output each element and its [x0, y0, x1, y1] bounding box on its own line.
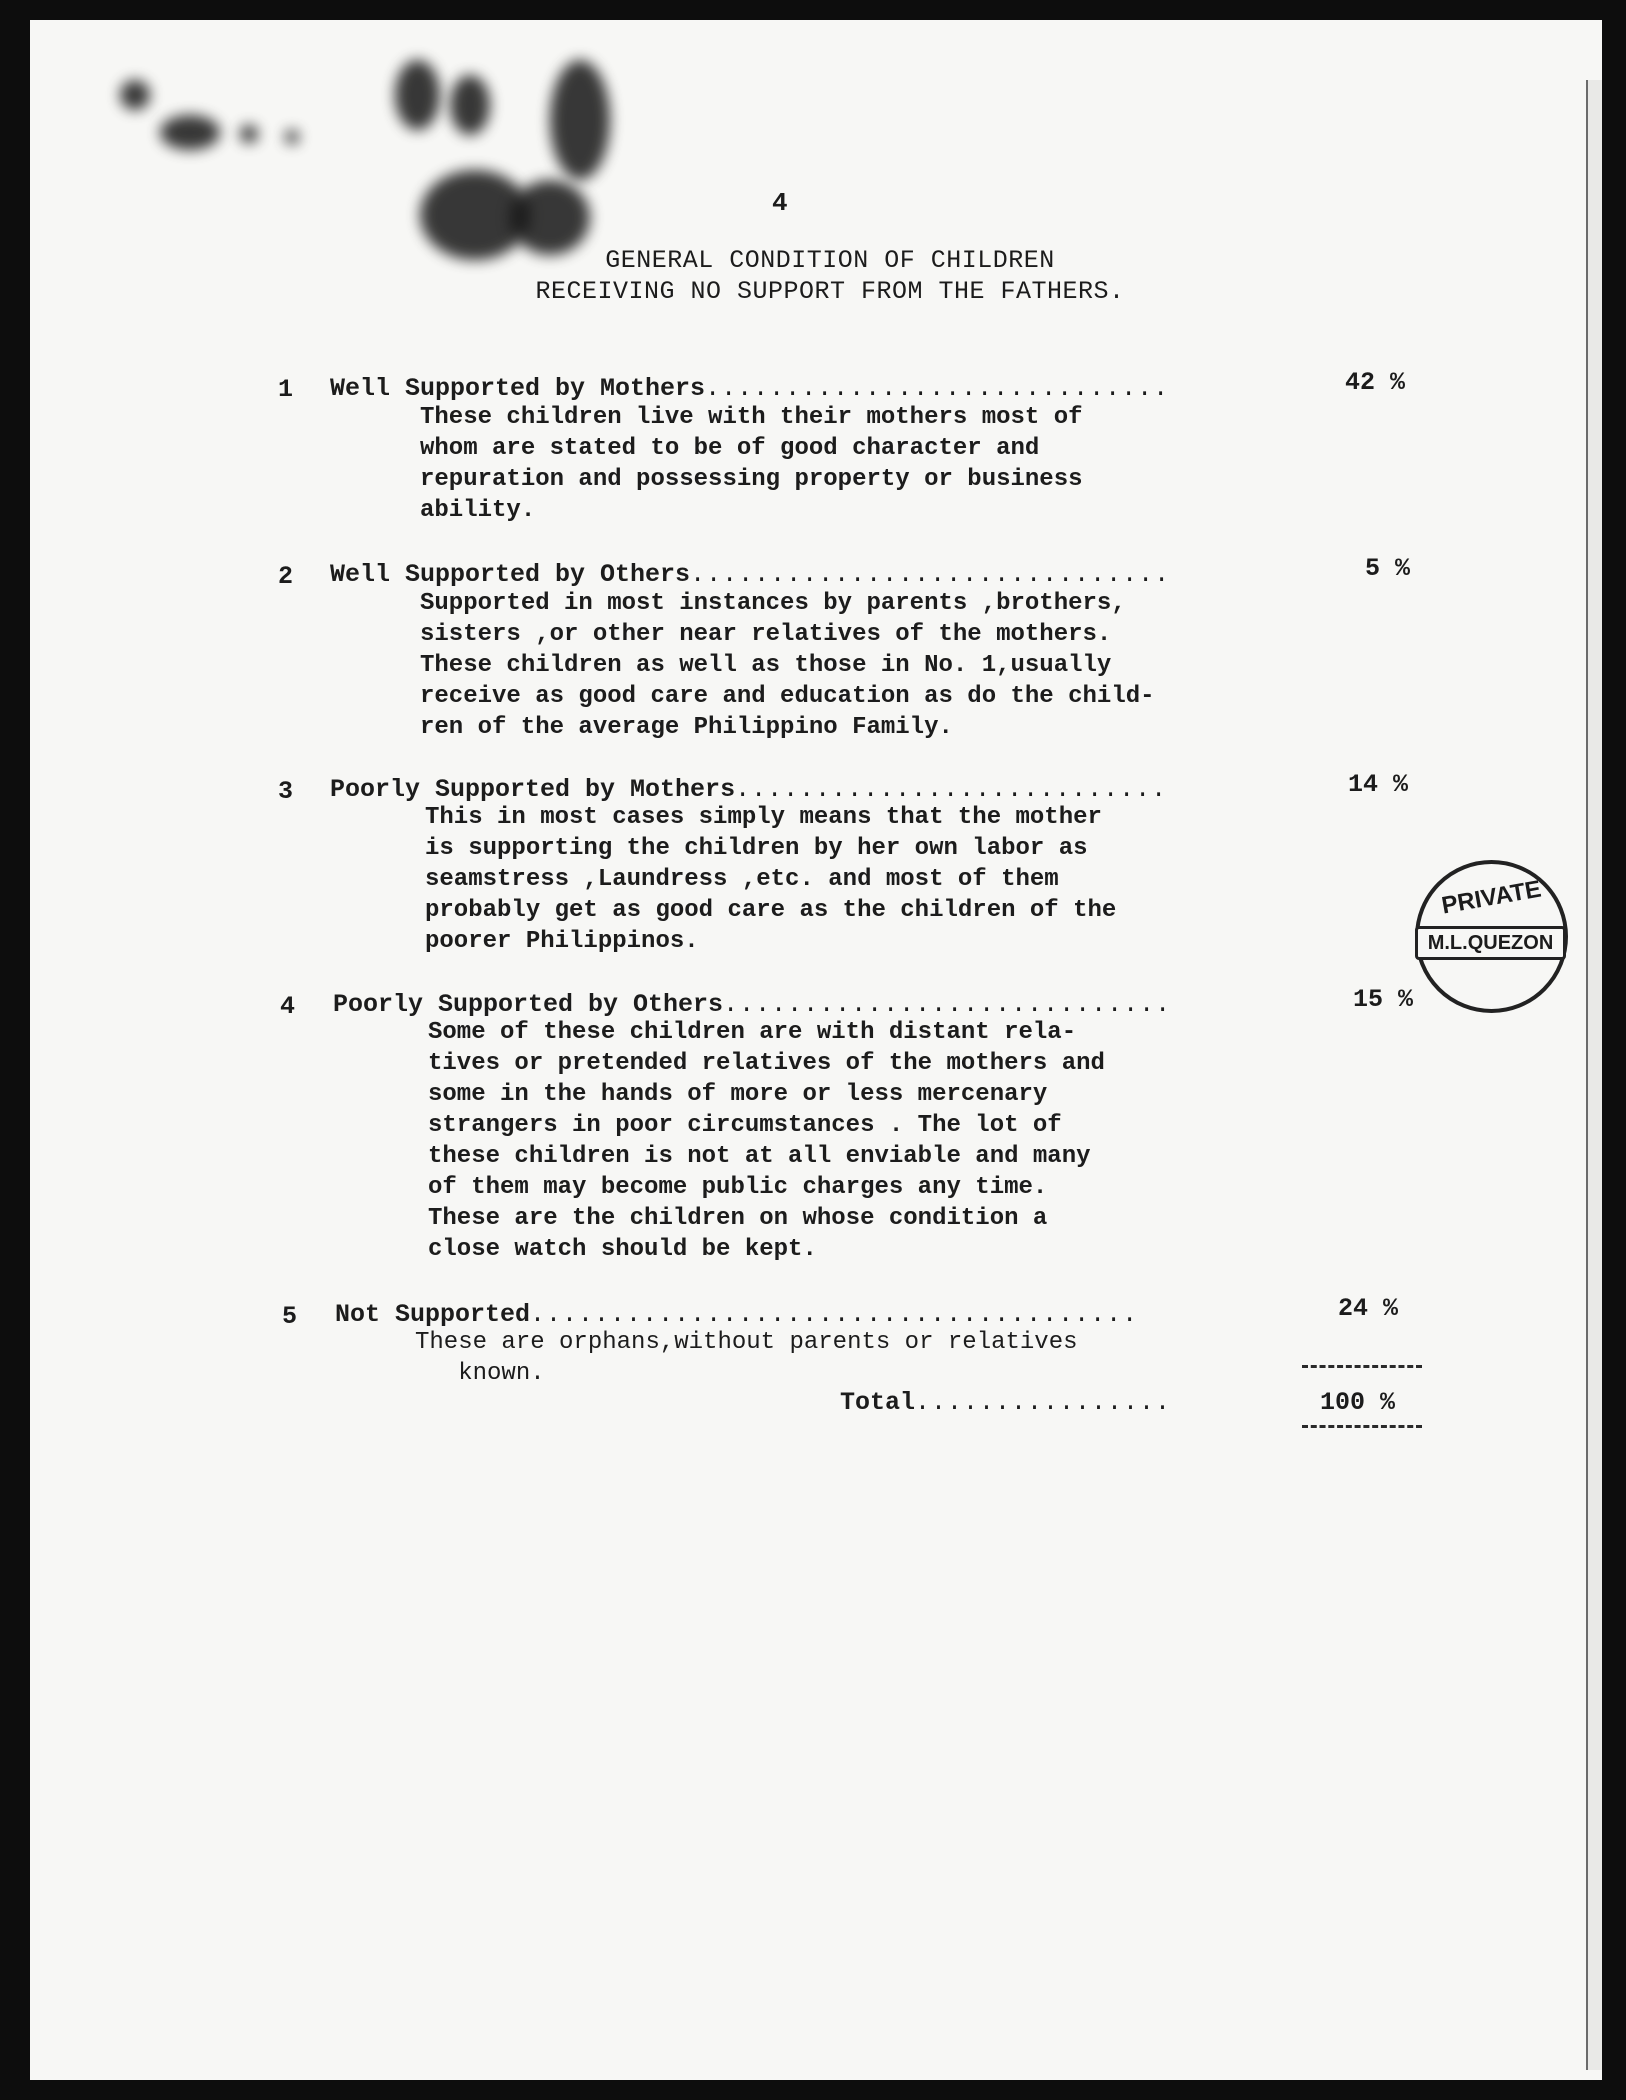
ink-smudge — [120, 80, 150, 110]
item-number: 5 — [282, 1302, 298, 1331]
total-label-text: Total — [840, 1388, 916, 1417]
ink-smudge — [395, 60, 440, 130]
document-page — [30, 20, 1602, 2080]
total-rule-top — [1302, 1365, 1422, 1368]
item-heading-text: Poorly Supported by Others — [333, 990, 724, 1019]
item-heading — [330, 374, 1169, 403]
item-heading — [330, 560, 1170, 589]
stamp-top-text: PRIVATE — [1439, 875, 1544, 920]
document-title-line-2: RECEIVING NO SUPPORT FROM THE FATHERS. — [535, 277, 1125, 306]
item-heading-text: Not Supported — [335, 1300, 531, 1329]
item-number: 2 — [278, 562, 294, 591]
document-title-line-1: GENERAL CONDITION OF CHILDREN — [605, 246, 1055, 275]
item-description: These are orphans,without parents or relatives known. — [415, 1329, 1078, 1387]
item-heading-text: Well Supported by Mothers — [330, 374, 706, 403]
ink-smudge — [450, 75, 490, 135]
page-number: 4 — [772, 188, 788, 218]
item-heading — [330, 775, 1167, 804]
item-percent: 15 % — [1353, 985, 1414, 1014]
item-percent: 42 % — [1345, 368, 1406, 397]
item-number: 1 — [278, 375, 294, 404]
stamp-name-bar: M.L.QUEZON — [1415, 926, 1566, 960]
item-heading-text: Poorly Supported by Mothers — [330, 775, 736, 804]
ink-smudge — [160, 115, 220, 150]
leader-dots: .............................. — [690, 560, 1171, 589]
item-heading-text: Well Supported by Others — [330, 560, 691, 589]
item-percent: 14 % — [1348, 770, 1409, 799]
leader-dots: ...................................... — [530, 1300, 1139, 1329]
item-percent: 24 % — [1338, 1294, 1399, 1323]
ink-smudge — [285, 130, 299, 144]
total-rule-bottom — [1302, 1425, 1422, 1428]
item-percent: 5 % — [1365, 554, 1411, 583]
ink-smudge — [240, 125, 258, 143]
ink-smudge — [550, 60, 610, 180]
page-edge — [1586, 80, 1602, 2070]
item-heading — [335, 1300, 1138, 1329]
ink-smudge — [510, 180, 590, 255]
item-number: 4 — [280, 992, 296, 1021]
leader-dots: ................ — [915, 1388, 1172, 1417]
total-label — [840, 1388, 1171, 1417]
item-description: This in most cases simply means that the mother is supporting the children by her own labor as seamstress ,Laundress ,etc. and most of them probably get as good care as the children of the poorer Philippinos. — [425, 804, 1117, 955]
private-stamp — [1415, 860, 1568, 1013]
leader-dots: ............................. — [705, 374, 1170, 403]
total-value: 100 % — [1320, 1388, 1396, 1417]
item-number: 3 — [278, 777, 294, 806]
leader-dots: ........................... — [735, 775, 1168, 804]
leader-dots: ............................ — [723, 990, 1172, 1019]
item-heading — [333, 990, 1171, 1019]
item-description: Some of these children are with distant rela- tives or pretended relatives of the mothers and some in the hands of more or less mercenary strangers in poor circumstances . The lot of these children is not at all enviable and many of them may become public charges any time. These are the children on whose condition a close watch should be kept. — [428, 1019, 1105, 1263]
item-description: These children live with their mothers most of whom are stated to be of good character and repuration and possessing property or business ability. — [420, 404, 1083, 524]
item-description: Supported in most instances by parents ,brothers, sisters ,or other near relatives of the mothers. These children as well as those in No. 1,usually receive as good care and education as do the child- ren of the average Philippino Family. — [420, 590, 1155, 741]
